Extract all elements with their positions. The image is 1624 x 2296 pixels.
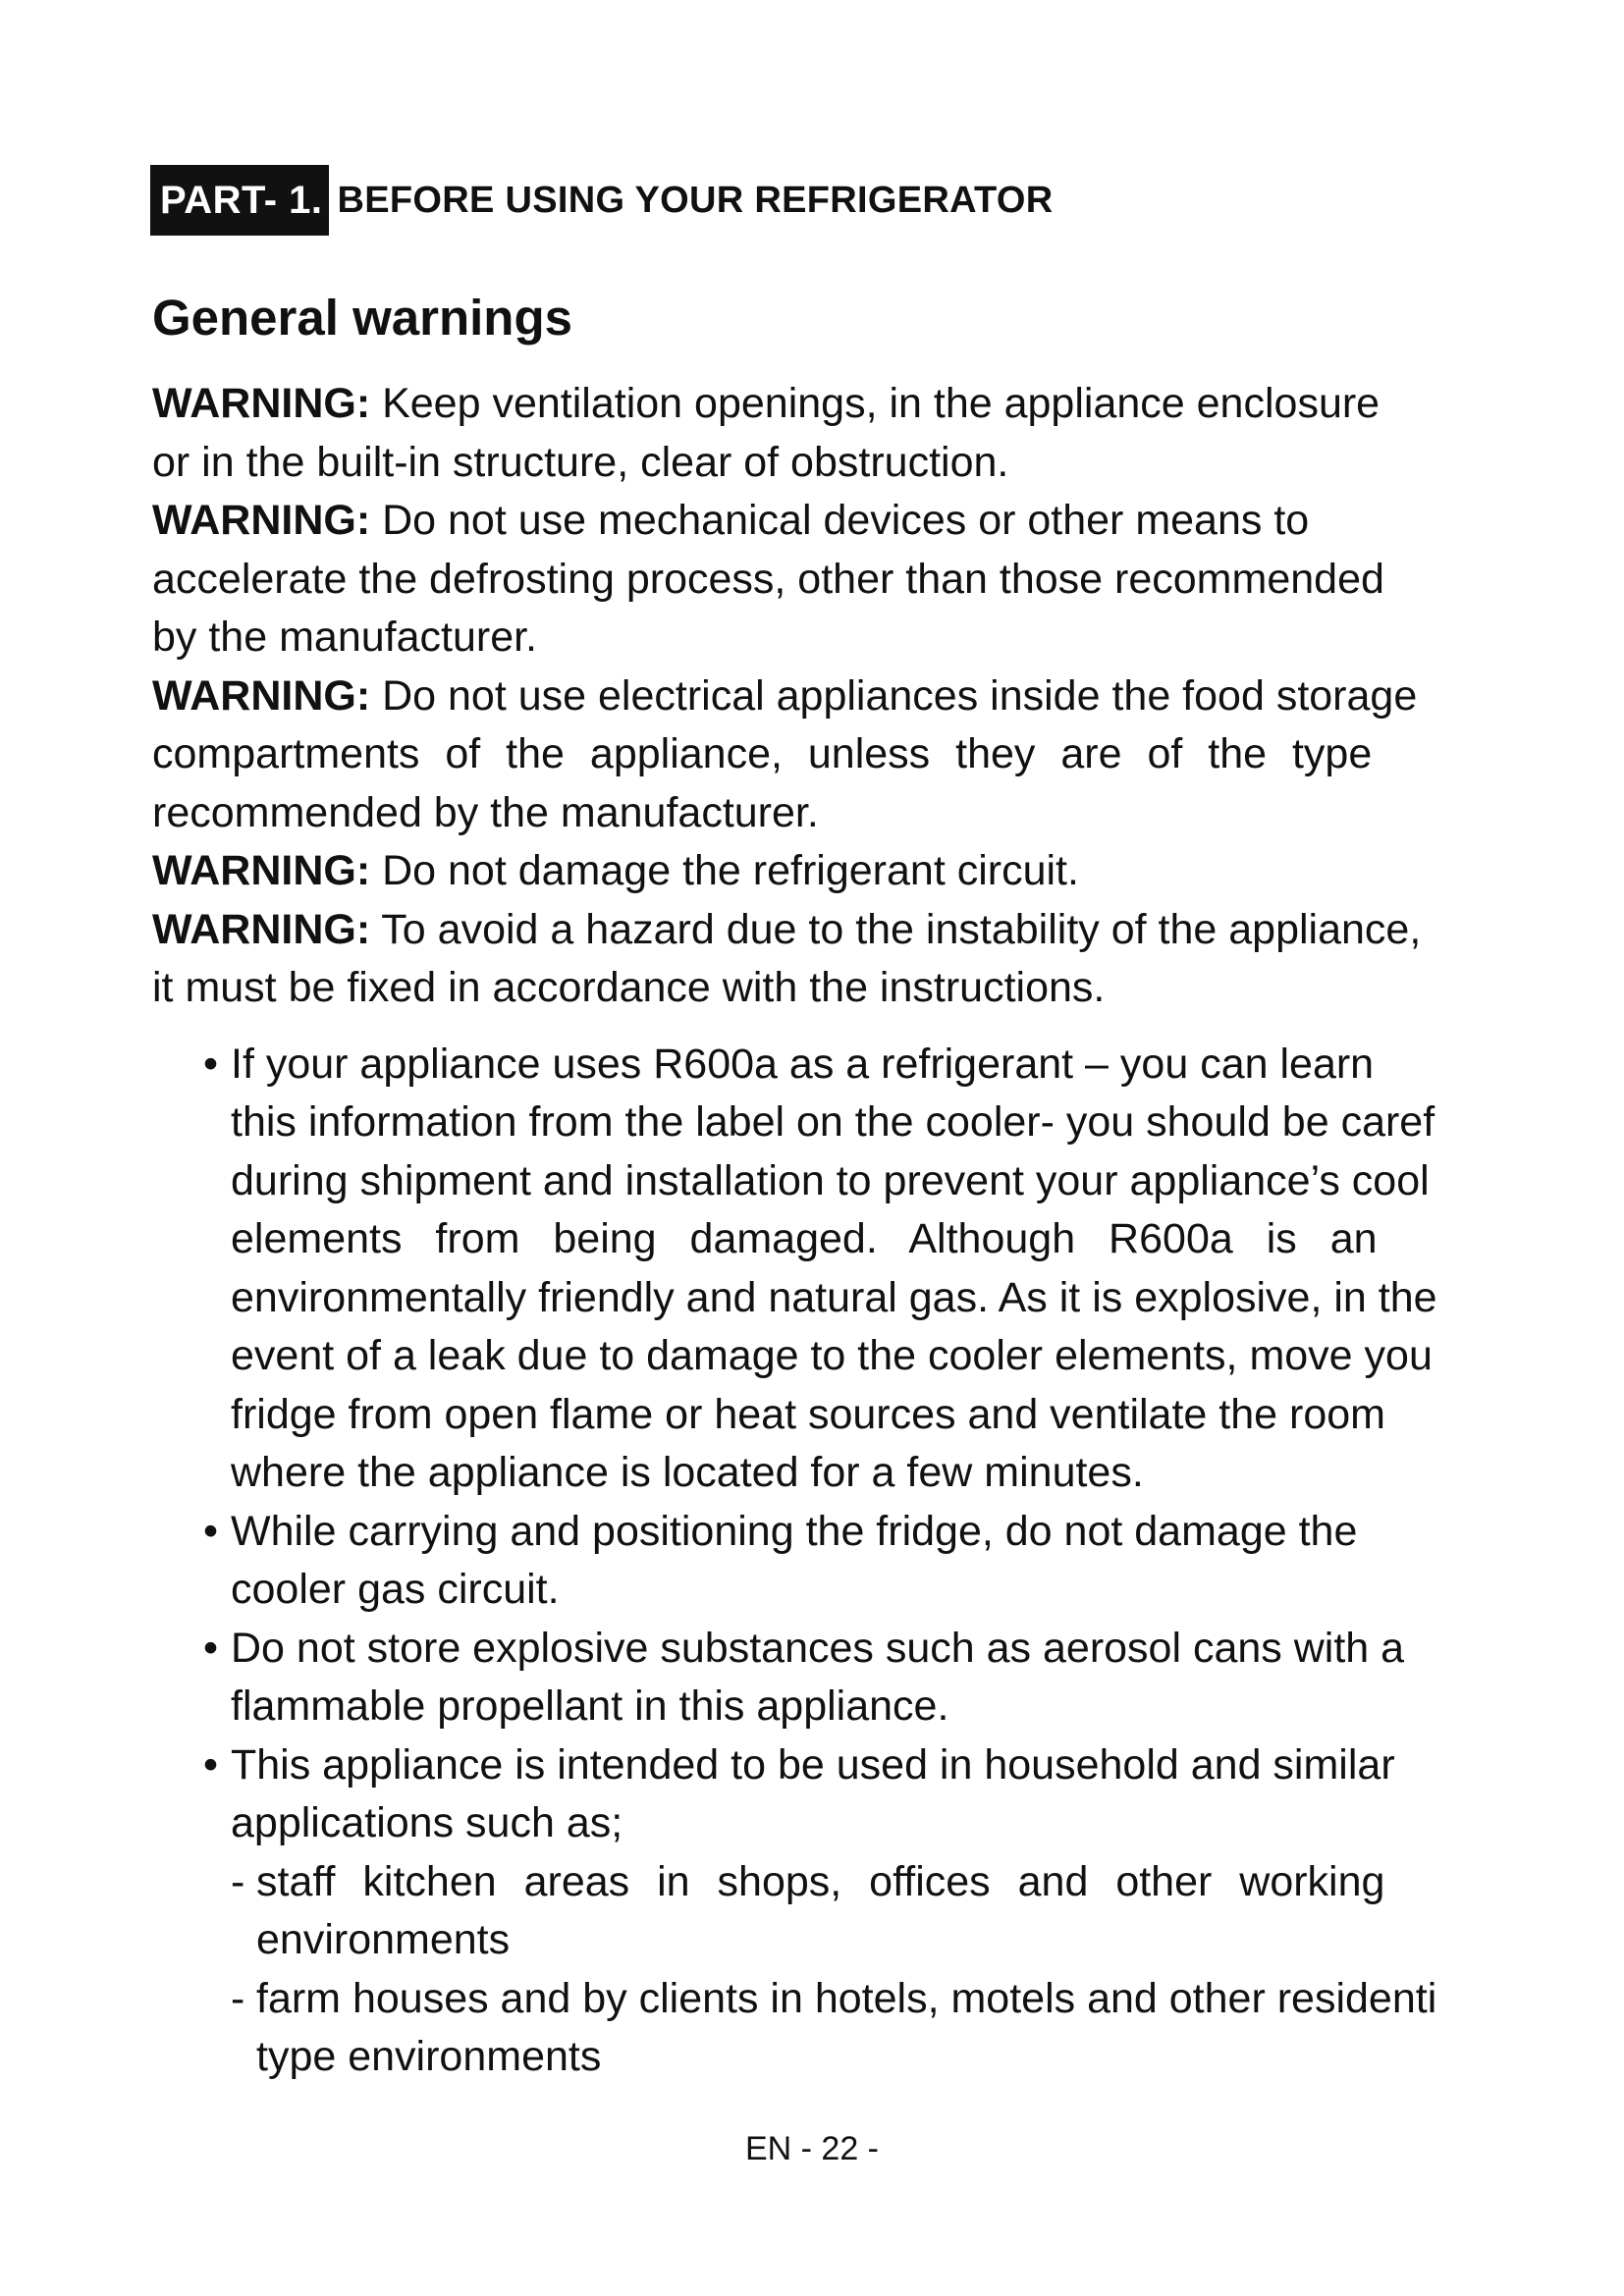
- bullet-line: where the appliance is located for a few minutes.: [231, 1449, 1144, 1496]
- bullet-line: While carrying and positioning the fridge, do not damage the: [231, 1507, 1358, 1555]
- bullet-line: elements from being damaged. Although R600a is an: [231, 1215, 1378, 1262]
- bullet-item-household-use: [152, 1736, 1620, 1853]
- bullet-item-r600a: [152, 1036, 1620, 1503]
- warnings-and-bullets: [152, 375, 1620, 2087]
- sub-item-line: environments: [256, 1916, 511, 1963]
- bullet-marker: •: [203, 1507, 219, 1555]
- warning-label: WARNING:: [152, 380, 371, 427]
- warning-text: Do not use mechanical devices or other means to: [370, 497, 1310, 544]
- sub-item-text: [256, 1853, 1620, 1970]
- warning-label: WARNING:: [152, 847, 371, 894]
- bullet-text: [231, 1036, 1619, 1503]
- warning-line: [152, 901, 1620, 960]
- warning-line: by the manufacturer.: [152, 614, 537, 661]
- bullet-text: [231, 1620, 1620, 1736]
- warning-text: To avoid a hazard due to the instability of the appliance,: [370, 905, 1422, 953]
- sub-item-staff-kitchen: [231, 1853, 1620, 1970]
- part-header: [150, 165, 1053, 236]
- sub-item-marker: -: [231, 1974, 245, 2022]
- section-title: General warnings: [152, 290, 572, 346]
- bullet-line: event of a leak due to damage to the cooler elements, move you: [231, 1332, 1433, 1379]
- sub-item-marker: -: [231, 1857, 245, 1905]
- warning-line: recommended by the manufacturer.: [152, 788, 819, 836]
- page-number: EN - 22 -: [744, 2130, 880, 2167]
- warning-label: WARNING:: [152, 497, 371, 544]
- bullet-line: fridge from open flame or heat sources and ventilate the room: [231, 1390, 1385, 1438]
- bullet-line: If your appliance uses R600a as a refrigerant – you can learn: [231, 1040, 1375, 1088]
- bullet-item-carrying: [152, 1503, 1620, 1620]
- warning-stability: [152, 901, 1620, 1018]
- bullet-marker: •: [203, 1740, 219, 1789]
- bullet-marker: •: [203, 1040, 219, 1088]
- part-title: BEFORE USING YOUR REFRIGERATOR: [337, 179, 1054, 221]
- warning-label: WARNING:: [152, 905, 371, 953]
- sub-item-line: type environments: [256, 2033, 602, 2080]
- warning-line: or in the built-in structure, clear of obstruction.: [152, 438, 1009, 486]
- warning-line: [152, 667, 1620, 726]
- bullet-line: This appliance is intended to be used in household and similar: [231, 1740, 1395, 1789]
- bullet-line: cooler gas circuit.: [231, 1566, 560, 1613]
- bullet-line: flammable propellant in this appliance.: [231, 1682, 949, 1730]
- bullet-text: [231, 1736, 1620, 1853]
- warning-line: [152, 492, 1620, 551]
- warning-label: WARNING:: [152, 671, 371, 720]
- sub-item-line: staff kitchen areas in shops, offices and other working: [256, 1857, 1385, 1905]
- warning-ventilation: [152, 375, 1620, 492]
- part-tag: PART- 1.: [150, 165, 329, 236]
- warning-electrical-appliances: [152, 667, 1620, 843]
- sub-item-text: [256, 1970, 1619, 2087]
- warning-text: Keep ventilation openings, in the appliance enclosure: [370, 380, 1380, 427]
- warning-text: Do not damage the refrigerant circuit.: [370, 847, 1079, 894]
- warning-text: Do not use electrical appliances inside the food storage: [370, 671, 1418, 720]
- warning-line: [152, 375, 1620, 434]
- warning-defrosting: [152, 492, 1620, 667]
- warning-line: [152, 842, 1620, 901]
- warning-line: accelerate the defrosting process, other than those recommended: [152, 555, 1384, 603]
- bullet-list: [152, 1036, 1620, 1853]
- bullet-line: this information from the label on the cooler- you should be caref: [231, 1098, 1435, 1146]
- bullet-line: during shipment and installation to prevent your appliance’s cool: [231, 1156, 1430, 1204]
- warning-line: compartments of the appliance, unless they are of the type: [152, 730, 1373, 777]
- sub-item-line: farm houses and by clients in hotels, motels and other residenti: [256, 1974, 1437, 2022]
- bullet-marker: •: [203, 1624, 219, 1672]
- bullet-item-explosive-substances: [152, 1620, 1620, 1736]
- bullet-line: Do not store explosive substances such as aerosol cans with a: [231, 1624, 1405, 1672]
- warning-refrigerant-circuit: [152, 842, 1620, 901]
- sub-item-farm-houses: [231, 1970, 1620, 2087]
- bullet-line: applications such as;: [231, 1799, 623, 1846]
- bullet-text: [231, 1503, 1620, 1620]
- warning-line: it must be fixed in accordance with the instructions.: [152, 964, 1106, 1011]
- bullet-line: environmentally friendly and natural gas. As it is explosive, in the: [231, 1273, 1437, 1321]
